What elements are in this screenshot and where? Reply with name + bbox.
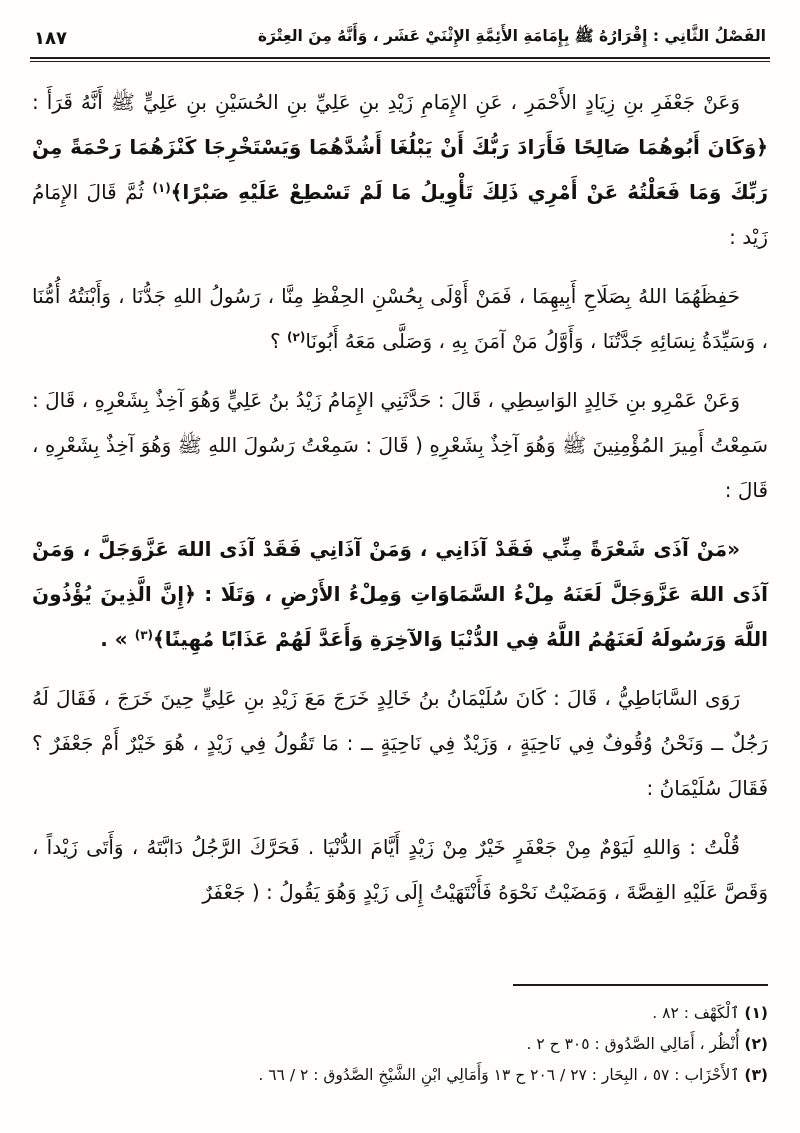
paragraph [32, 274, 768, 364]
segment-quran: ﴿إِنَّ الَّذِينَ يُؤْذُونَ اللَّهَ وَرَسُولَهُ لَعَنَهُمُ اللَّهُ فِي الدُّنْيَا وَالآخِرَةِ وَأَعَدَّ لَهُمْ عَذَابًا مُهِينًا﴾ [32, 582, 768, 651]
footnote-list [32, 998, 768, 1091]
segment-normal: ؟ [270, 329, 288, 353]
footnote-text: ٱلأَحْزَاب : ٥٧ ، البِحَار : ٢٧ / ٢٠٦ ح ١٣ وَأَمَالِي ابْنِ الشَّيْخِ الصَّدُوق : ٢ / ٦٦ . [258, 1066, 745, 1084]
footnote-marker: (١) [744, 1004, 768, 1022]
paragraph [32, 527, 768, 662]
segment-quran: ﴿وَكَانَ أَبُوهُمَا صَالِحًا فَأَرَادَ رَبُّكَ أَنْ يَبْلُغَا أَشُدَّهُمَا وَيَسْتَخْرِجَا كَنْزَهُمَا رَحْمَةً مِنْ رَبِّكَ وَمَا فَعَلْتُهُ عَنْ أَمْرِي ذَلِكَ تَأْوِيلُ مَا لَمْ تَسْطِعْ عَلَيْهِ صَبْرًا﴾ [32, 135, 768, 204]
segment-normal: وَعَنْ عَمْرِو بنِ خَالِدٍ الوَاسِطِي ، قَالَ : حَدَّثَنِي الإِمَامُ زَيْدُ بنُ عَلِيٍّ وَهُوَ آخِذٌ بِشَعْرِهِ ، قَالَ : سَمِعْتُ أَمِيرَ المُؤْمِنِينَ ﷺ وَهُوَ آخِذٌ بِشَعْرِهِ ( قَالَ : سَمِعْتُ رَسُولَ اللهِ ﷺ وَهُوَ آخِذٌ بِشَعْرِهِ ، قَالَ : [32, 388, 768, 502]
footnote-divider [513, 984, 768, 986]
chapter-title: الفَصْلُ الثَّانِي : إِقْرَارُهُ ﷺ بِإِمَامَةِ الأَئِمَّةِ الإِثْنَيْ عَشَر ، وَأَنَّهُ مِنَ العِتْرَة [257, 27, 766, 45]
segment-normal: حَفِظَهُمَا اللهُ بِصَلَاحِ أَبِيهِمَا ، فَمَنْ أَوْلَى بِحُسْنِ الحِفْظِ مِنَّا ، رَسُولُ اللهِ جَدُّنَا ، وَأَبْنَتُهُ أُمُّنَا ، وَسَيِّدَةُ نِسَائِهِ جَدَّتُنَا ، وَأَوَّلُ مَنْ آمَنَ بِهِ ، وَصَلَّى مَعَهُ أَبُونَا [32, 284, 768, 353]
paragraph [32, 378, 768, 513]
footnote [32, 1029, 768, 1060]
footnote-text: أُنْظُر ، أَمَالِي الصَّدُوق : ٣٠٥ ح ٢ . [526, 1035, 745, 1053]
segment-normal: وَعَنْ جَعْفَرِ بنِ زِيَادٍ الأَحْمَرِ ، عَنِ الإِمَامِ زَيْدِ بنِ عَلِيِّ بنِ الحُسَيْنِ بنِ عَلِيٍّ ﷺ أَنَّهُ قَرَأَ : [32, 90, 740, 114]
segment-normal: رَوَى السَّابَاطِيُّ ، قَالَ : كَانَ سُلَيْمَانُ بنُ خَالِدٍ خَرَجَ مَعَ زَيْدِ بنِ عَلِيٍّ حِينَ خَرَجَ ، فَقَالَ لَهُ رَجُلٌ ــ وَنَحْنُ وُقُوفٌ فِي نَاحِيَةٍ ، وَزَيْدٌ فِي نَاحِيَةٍ ــ : مَا تَقُولُ فِي زَيْدٍ ، هُوَ خَيْرٌ أَمْ جَعْفَرٌ ؟ فَقَالَ سُلَيْمَانُ : [32, 686, 768, 800]
footnote-area [32, 984, 768, 1091]
page-number: ١٨٧ [34, 28, 67, 49]
paragraph [32, 676, 768, 811]
footnote-marker: (٣) [744, 1066, 768, 1084]
paragraph [32, 80, 768, 260]
footnote [32, 998, 768, 1029]
page-header [0, 0, 800, 57]
segment-normal: قُلْتُ : وَاللهِ لَيَوْمٌ مِنْ جَعْفَرٍ خَيْرٌ مِنْ زَيْدٍ أَيَّامَ الدُّنْيَا . فَحَرَّكَ الرَّجُلُ دَابَّتَهُ ، وَأَتَى زَيْداً ، وَقَصَّ عَلَيْهِ القِصَّةَ ، وَمَضَيْتُ نَحْوَهُ فَأَنْتَهَيْتُ إِلَى زَيْدٍ وَهُوَ يَقُولُ : ( جَعْفَرٌ [32, 835, 768, 904]
footnote-ref: (١) [152, 181, 171, 195]
footnote-ref: (٢) [287, 330, 306, 344]
segment-normal: ثُمَّ قَالَ الإِمَامُ زَيْد : [32, 180, 768, 249]
paragraph [32, 825, 768, 912]
page-body [0, 62, 800, 912]
footnote [32, 1060, 768, 1091]
footnote-marker: (٢) [744, 1035, 768, 1053]
segment-hadith: «مَنْ آذَى شَعْرَةً مِنِّي فَقَدْ آذَانِي ، وَمَنْ آذَانِي فَقَدْ آذَى اللهَ عَزَّوَجَلَّ ، وَمَنْ آذَى اللهَ عَزَّوَجَلَّ لَعَنَهُ مِلْءُ السَّمَاوَاتِ وَمِلْءُ الأَرْضِ ، وَتَلَا : [32, 537, 769, 606]
footnote-text: ٱلْكَهْف : ٨٢ . [652, 1004, 745, 1022]
footnote-ref: (٣) [134, 628, 153, 642]
segment-hadith: » . [100, 627, 135, 651]
